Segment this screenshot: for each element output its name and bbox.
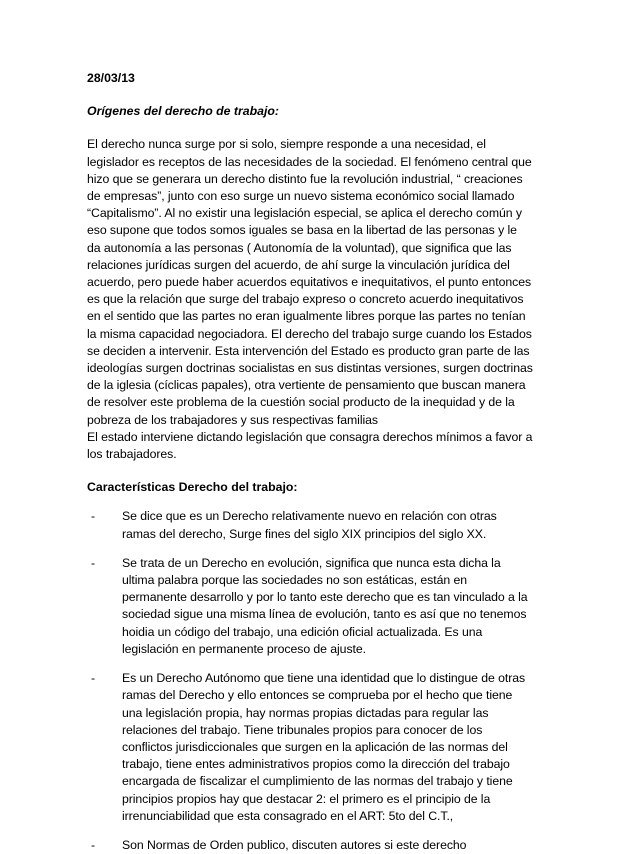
list-item — [87, 837, 557, 854]
paragraph-line: El estado interviene dictando legislación que consagra derechos mínimos a favor a — [87, 429, 533, 444]
section-title-origins: Orígenes del derecho de trabajo: — [87, 104, 280, 119]
paragraph-line: acuerdo, pero puede haber acuerdos equitativos e inequitativos, el punto entonces — [87, 275, 532, 290]
list-item-line: Es un Derecho Autónomo que tiene una identidad que lo distingue de otras — [122, 671, 526, 686]
paragraph-line: El derecho nunca surge por si solo, siempre responde a una necesidad, el — [87, 137, 486, 152]
list-item-line: ultima palabra porque las sociedades no son estáticas, están en — [122, 573, 467, 588]
section-heading-characteristics: Características Derecho del trabajo: — [87, 480, 298, 495]
paragraph-line: da autonomía a las personas ( Autonomía de la voluntad), que significa que las — [87, 240, 512, 255]
bullet-dash: - — [91, 555, 96, 570]
list-item-line: irrenunciabilidad que esta consagrado en el ART: 5to del C.T., — [122, 808, 454, 823]
paragraph-line: legislador es receptos de las necesidades de la sociedad. El fenómeno central que — [87, 154, 532, 169]
origins-paragraph — [87, 136, 557, 463]
paragraph-line: relaciones jurídicas surgen del acuerdo, de ahí surge la vinculación jurídica del — [87, 257, 510, 272]
document-date: 28/03/13 — [87, 71, 135, 85]
paragraph-line: en el sentido que las partes no eran igualmente libres porque las partes no tenían — [87, 309, 526, 324]
list-item-line: principios propios hay que destacar 2: el primero es el principio de la — [122, 791, 491, 806]
list-item — [87, 670, 557, 825]
paragraph-line: se deciden a intervenir. Esta intervención del Estado es producto gran parte de las — [87, 343, 530, 358]
list-item-line: relaciones del trabajo. Tiene tribunales propios para conocer de los — [122, 722, 483, 737]
list-item-line: ramas del Derecho y ello entonces se comprueba por el hecho que tiene — [122, 688, 513, 703]
bullet-dash: - — [91, 671, 96, 686]
bullet-dash: - — [91, 837, 96, 852]
list-item-line: encargada de fiscalizar el cumplimiento de las normas del trabajo y tiene — [122, 774, 513, 789]
paragraph-line: ideologías surgen doctrinas socialistas en sus distintas versiones, surgen doctrinas — [87, 361, 533, 376]
paragraph-line: es que la relación que surge del trabajo expreso o concreto acuerdo inequitativos — [87, 292, 524, 307]
paragraph-line: de la iglesia (cíclicas papales), otra vertiente de pensamiento que buscan manera — [87, 378, 526, 393]
list-item-line: permanente desarrollo y por lo tanto este derecho que es tan vinculado a la — [122, 590, 528, 605]
list-item-line: sociedad sigue una misma línea de evolución, tanto es así que no tenemos — [122, 607, 527, 622]
list-item-line: conflictos jurisdiccionales que surgen en la aplicación de las normas del — [122, 739, 508, 754]
characteristics-list — [87, 508, 557, 854]
list-item-line: Se trata de un Derecho en evolución, significa que nunca esta dicha la — [122, 555, 501, 570]
document-page — [87, 70, 557, 854]
paragraph-line: hizo que se generara un derecho distinto fue la revolución industrial, “ creaciones — [87, 171, 523, 186]
paragraph-line: los trabajadores. — [87, 447, 177, 462]
paragraph-line: de empresas”, junto con eso surge un nuevo sistema económico social llamado — [87, 189, 515, 204]
paragraph-line: eso supone que todos somos iguales se basa en la libertad de las personas y le — [87, 223, 517, 238]
paragraph-line: “Capitalismo”. Al no existir una legislación especial, se aplica el derecho común y — [87, 206, 522, 221]
list-item — [87, 508, 557, 542]
list-item-line: una legislación propia, hay normas propias dictadas para regular las — [122, 705, 489, 720]
list-item-line: hoidia un código del trabajo, una edición oficial actualizada. Es una — [122, 624, 483, 639]
list-item — [87, 555, 557, 658]
list-item-line: Son Normas de Orden publico, discuten autores si este derecho — [122, 837, 467, 852]
list-item-line: legislación en permanente proceso de ajuste. — [122, 641, 366, 656]
list-item-line: Se dice que es un Derecho relativamente nuevo en relación con otras — [122, 509, 497, 524]
paragraph-line: pobreza de los trabajadores y sus respectivas familias — [87, 412, 378, 427]
paragraph-line: de resolver este problema de la cuestión social producto de la inequidad y de la — [87, 395, 515, 410]
list-item-line: ramas del derecho, Surge fines del siglo XIX principios del siglo XX. — [122, 526, 487, 541]
paragraph-line: la misma capacidad negociadora. El derecho del trabajo surge cuando los Estados — [87, 326, 532, 341]
list-item-line: trabajo, tiene entes administrativos propios como la dirección del trabajo — [122, 757, 510, 772]
bullet-dash: - — [91, 509, 96, 524]
